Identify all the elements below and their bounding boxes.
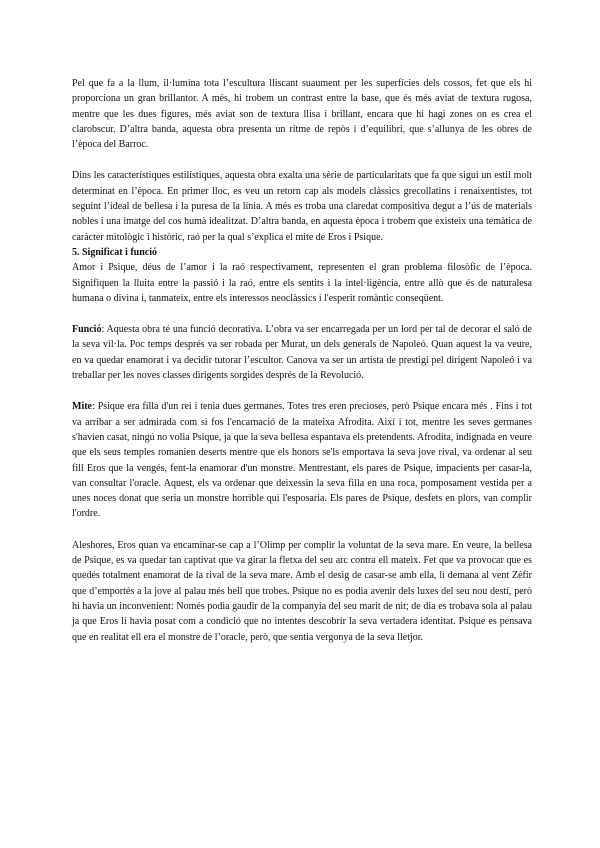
paragraph-myth xyxy=(72,399,532,521)
myth-label: Mite xyxy=(72,401,92,413)
paragraph-stylistic-features: Dins les característiques estilístiques, aquesta obra exalta una sèrie de particularitats que fa que sigui un estil molt determinat en l’època. En primer lloc, es veu un retorn cap als models clàssics grecollatins i renaixentistes, tot seguint l’ideal de bellesa i la puresa de la línia. A més es troba una claredat compositiva degut a l’ús de materials nobles i una imatge del cos humà idealitzat. D’altra banda, en aquesta època i trobem que existeix una temàtica de caràcter mitològic i històric, raó per la qual s’explica el mite de Eros i Psique. xyxy=(72,170,532,243)
document-page xyxy=(72,76,532,645)
paragraph-myth-continued: Aleshores, Eros quan va encaminar-se cap a l’Olimp per complir la voluntat de la seva mare. En veure, la bellesa de Psique, es va quedar tan captivat que va girar la fletxa del seu arc contra ell mateix. Fet que va provocar que es quedés totalment enamorat de la rival de la seva mare. Amb el desig de casar-se amb ella, li demana al vent Zèfir que d’emportés a la jove al palau més bell que trobes. Psique no es podia avenir dels luxes del seu nou destí, però hi havia un inconvenient: Només podia gaudir de la companyia del seu marit de nit; de dia es trobava sola al palau ja que Eros li havia posat com a condició que no intentes descobrir la seva vertadera identitat. Psique es pensava que en realitat ell era el monstre de l’oracle, però, que sentia vergonya de la seva lletjor. xyxy=(72,539,532,643)
paragraph-significance: Amor i Psique, déus de l’amor i la raó respectivament, representen el gran problema filosòfic de l’època. Signifiquen la lluita entre la passió i la raó, entre els sentits i la intel·ligència, entre allò que és de naturalesa humana o divina i, tanmateix, entre els interessos neoclàssics i l'esperit romàntic conseqüent. xyxy=(72,262,532,304)
paragraph-function xyxy=(72,322,532,383)
function-text: : Aquesta obra té una funció decorativa. L’obra va ser encarregada per un lord per tal de decorar el saló de la seva vil·la. Poc temps després va ser robada per Murat, un dels generals de Napoleó. Quan aquest la va veure, en va quedar enamorat i va decidir tutorar l’escultor. Canova va ser un artista de prestigi pel dirigent Napoleó i va treballar per les noves classes dirigents sorgides després de la Revolució. xyxy=(72,324,532,382)
paragraph-lighting: Pel que fa a la llum, il·lumina tota l’escultura lliscant suaument per les superfícies dels cossos, fet que els hi proporciona un gran brillantor. A més, hi trobem un contrast entre la base, que és més aviat de textura rugosa, mentre que les dues figures, més aviat son de textura llisa i brillant, encara que hi hagi zones on es crea el clarobscur. D’altra banda, aquesta obra presenta un ritme de repòs i d’equilibri, que s’allunya de les obres de l’època del Barroc. xyxy=(72,78,532,151)
function-label: Funció xyxy=(72,324,102,336)
myth-text: : Psique era filla d'un rei i tenia dues germanes. Totes tres eren precioses, però Psique encara més . Fins i tot va arribar a ser admirada com si fos l'encarnació de la mateixa Afrodita. Així i tot, mentre les seves germanes s'havien casat, ningú no volia Psique, ja que la seva bellesa espantava els pretendents. Afrodita, indignada en veure que els seus temples romanien deserts mentre que els honors se'ls emportava la seva jove rival, va ordenar al seu fill Eros que la vengés, fent-la enamorar d'un monstre. Mentrestant, els pares de Psique, impacients per casar-la, van consultar l'oracle. Aquest, els va ordenar que deixessin la seva filla en una roca, pomposament vestida per a unes noces donat que seria un monstre horrible qui l'esposaria. Els pares de Psique, desfets en plors, van complir l'ordre. xyxy=(72,401,532,520)
section-heading: 5. Significat i funció xyxy=(72,246,158,258)
